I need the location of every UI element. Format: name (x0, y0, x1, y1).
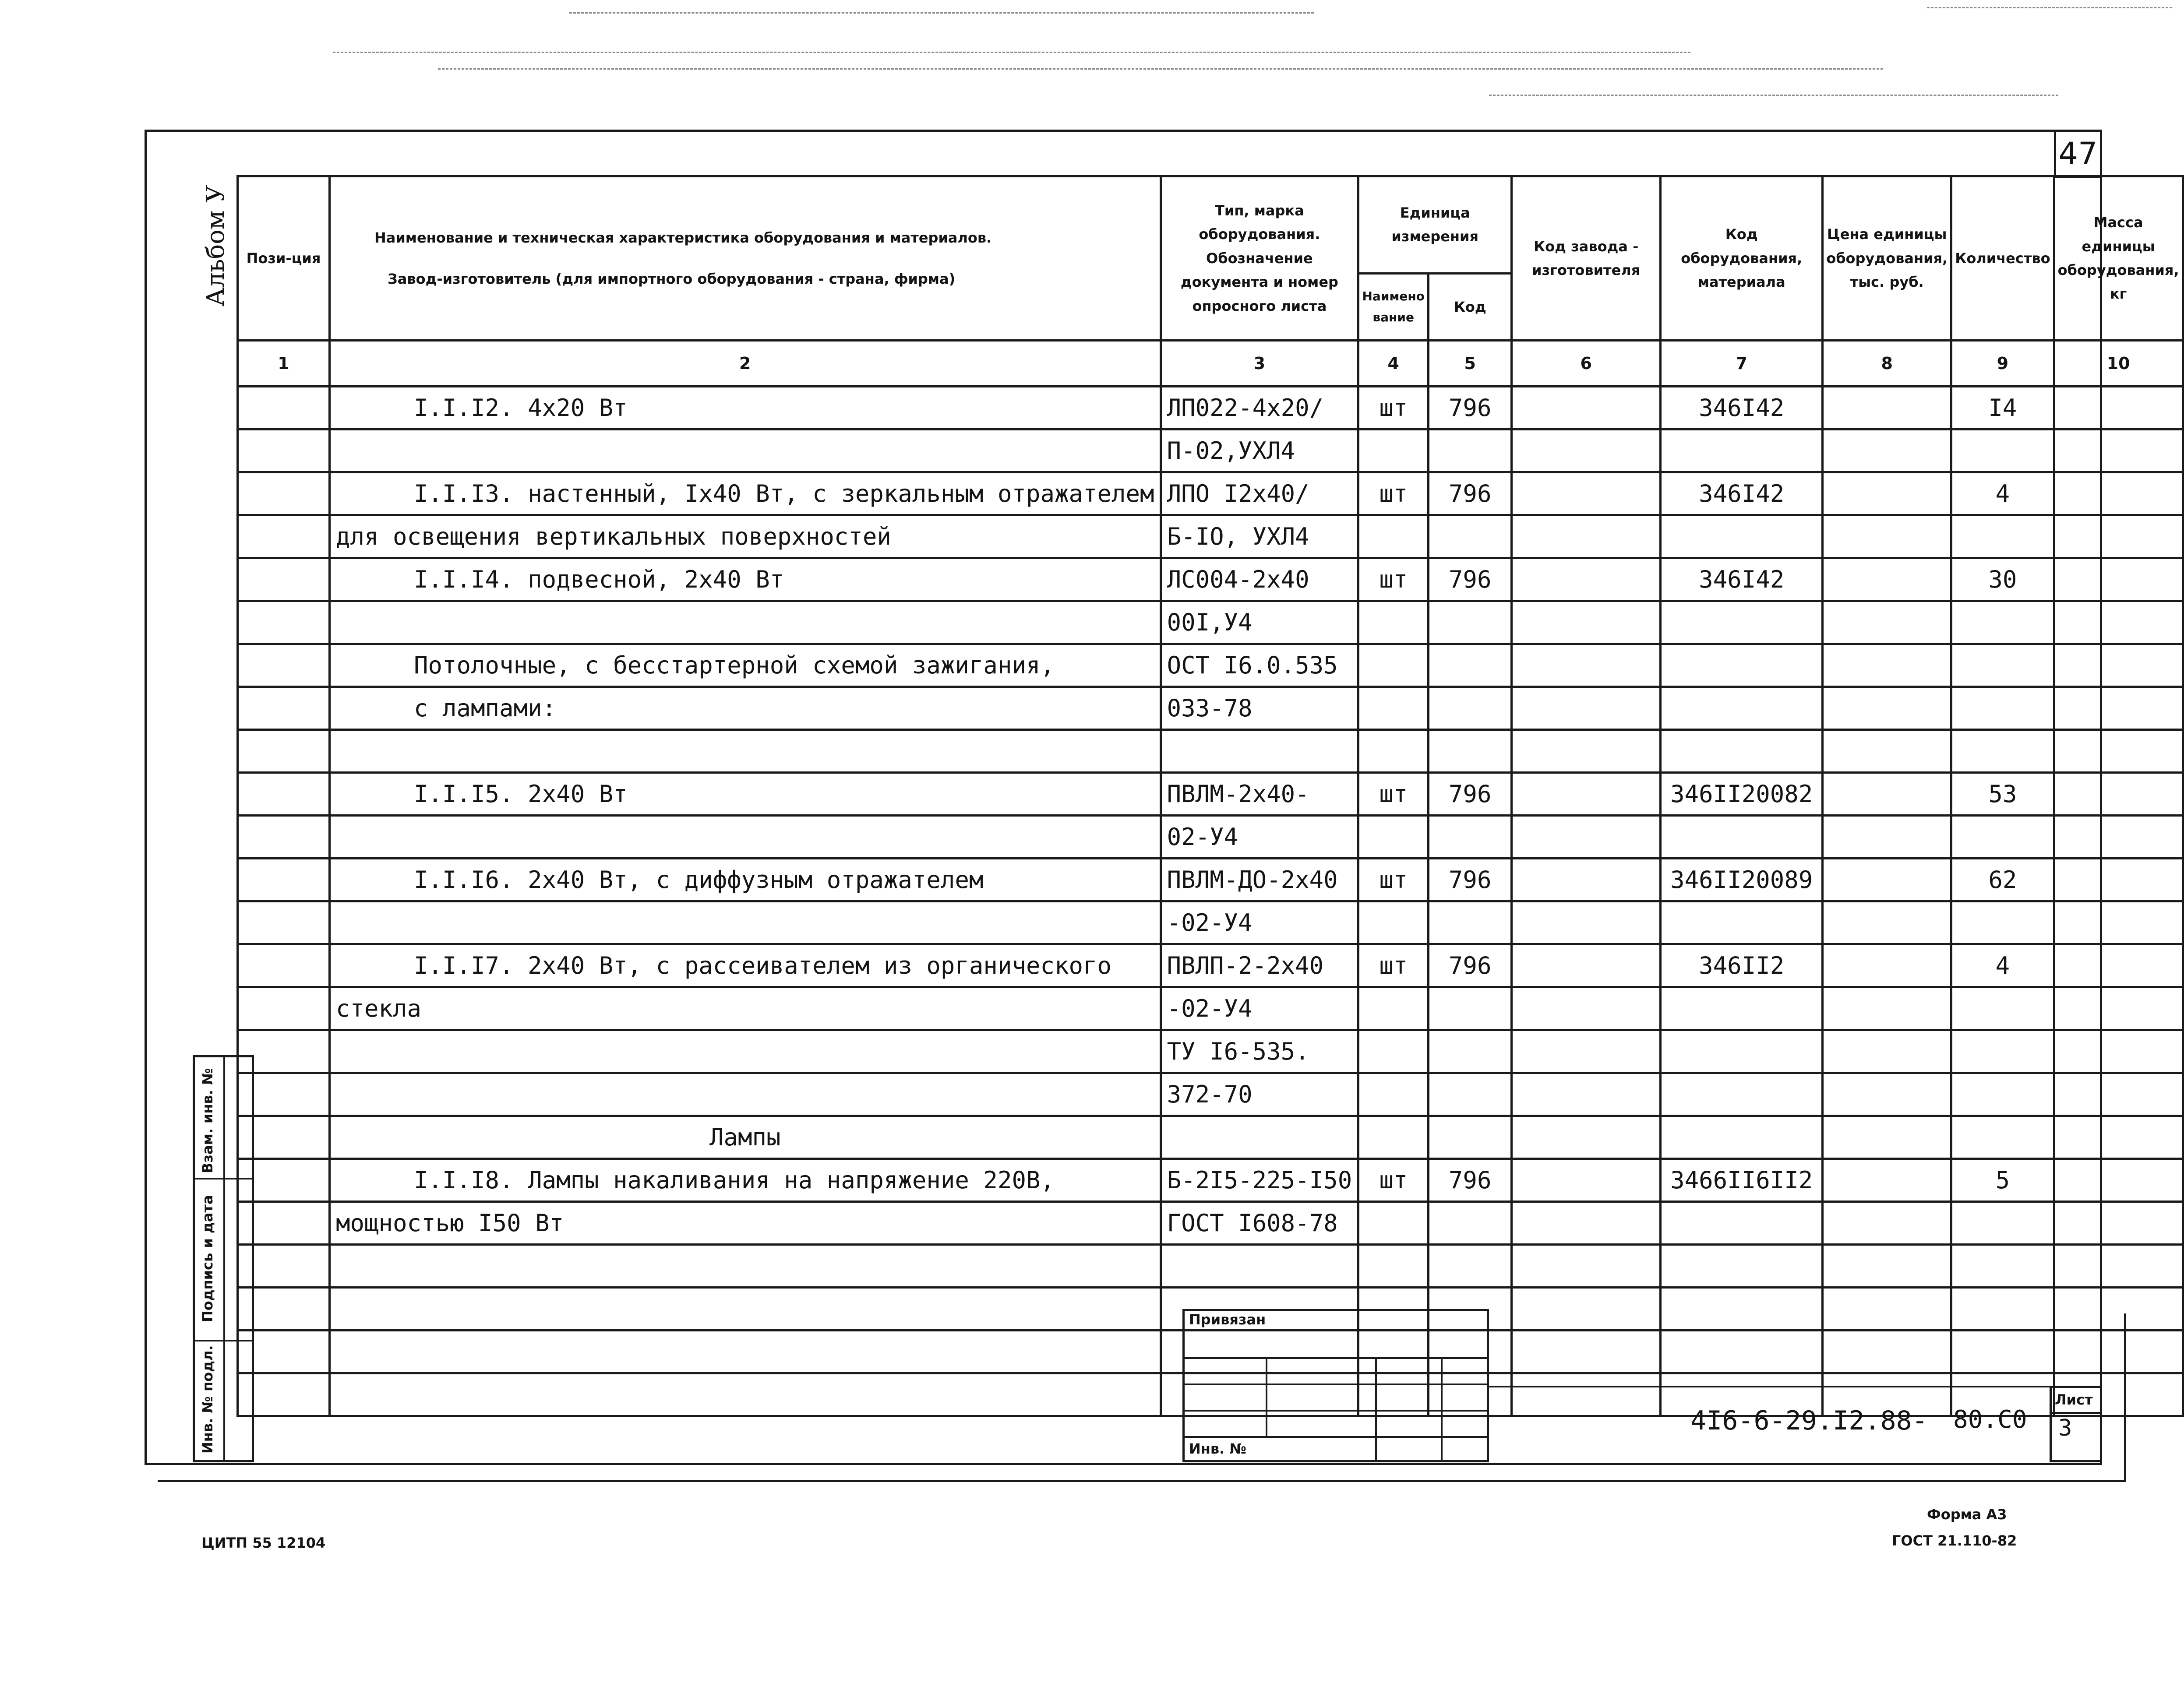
stamp-line (1182, 1410, 1489, 1412)
footer-gost: ГОСТ 21.110-82 (1892, 1532, 2017, 1549)
row-price (1823, 472, 1951, 515)
row-unit-code (1429, 901, 1512, 944)
row-quantity (1951, 1331, 2054, 1373)
row-price (1823, 730, 1951, 773)
row-mass (2054, 601, 2183, 644)
row-unit (1358, 816, 1429, 859)
table-row (238, 859, 2183, 901)
row-equipment-code (1661, 1202, 1823, 1245)
row-equipment-code (1661, 730, 1823, 773)
row-name: I.I.I7. 2х40 Вт, с рассеивателем из органического (330, 944, 1161, 987)
row-type: -02-У4 (1161, 901, 1358, 944)
row-equipment-code (1661, 644, 1823, 687)
row-unit (1358, 901, 1429, 944)
row-name: I.I.I6. 2х40 Вт, с диффузным отражателем (330, 859, 1161, 901)
table-row (238, 515, 2183, 558)
column-number: 9 (1951, 341, 2054, 387)
row-factory-code (1512, 730, 1661, 773)
row-factory-code (1512, 430, 1661, 472)
row-quantity (1951, 730, 2054, 773)
row-type (1161, 730, 1358, 773)
row-position (238, 859, 330, 901)
row-mass (2054, 859, 2183, 901)
row-price (1823, 1116, 1951, 1159)
footer-form: Форма А3 (1927, 1506, 2007, 1523)
row-factory-code (1512, 1030, 1661, 1073)
header-equipment-code: Код оборудования, материала (1661, 176, 1823, 341)
row-quantity (1951, 1073, 2054, 1116)
row-factory-code (1512, 1373, 1661, 1416)
row-price (1823, 1073, 1951, 1116)
table-row (238, 901, 2183, 944)
row-mass (2054, 1202, 2183, 1245)
row-mass (2054, 472, 2183, 515)
stamp-doc-suffix: 80.С0 (1953, 1405, 2027, 1434)
row-factory-code (1512, 515, 1661, 558)
row-factory-code (1512, 644, 1661, 687)
header-price: Цена единицы оборудования, тыс. руб. (1823, 176, 1951, 341)
row-unit-code (1429, 601, 1512, 644)
row-name: Лампы (330, 1116, 1161, 1159)
row-mass (2054, 1159, 2183, 1202)
row-name (330, 601, 1161, 644)
row-name: мощностью I50 Вт (330, 1202, 1161, 1245)
row-price (1823, 944, 1951, 987)
side-strip-divider (223, 1055, 225, 1462)
column-number: 6 (1512, 341, 1661, 387)
row-unit: шт (1358, 558, 1429, 601)
stamp-main-top (1489, 1386, 2102, 1387)
side-label-vzam: Взам. инв. № (199, 1068, 216, 1173)
table-row (238, 1030, 2183, 1073)
row-name (330, 1245, 1161, 1288)
row-equipment-code (1661, 601, 1823, 644)
row-unit (1358, 430, 1429, 472)
row-name (330, 1373, 1161, 1416)
row-mass (2054, 1288, 2183, 1331)
row-unit-code: 796 (1429, 859, 1512, 901)
row-position (238, 387, 330, 430)
row-equipment-code: 346II20082 (1661, 773, 1823, 816)
stamp-doc-code: 4I6-6-29.I2.88- (1690, 1405, 1928, 1436)
row-name (330, 1073, 1161, 1116)
row-type: ПВЛП-2-2х40 (1161, 944, 1358, 987)
header-position: Пози-ция (238, 176, 330, 341)
row-price (1823, 601, 1951, 644)
row-position (238, 687, 330, 730)
header-mass: Масса единицы оборудования, кг (2054, 176, 2183, 341)
row-unit (1358, 1202, 1429, 1245)
row-quantity (1951, 1116, 2054, 1159)
row-unit (1358, 987, 1429, 1030)
header-unit-code: Код (1429, 273, 1512, 340)
row-quantity: 5 (1951, 1159, 2054, 1202)
row-unit (1358, 644, 1429, 687)
row-price (1823, 1159, 1951, 1202)
row-equipment-code: 346I42 (1661, 472, 1823, 515)
row-unit: шт (1358, 773, 1429, 816)
row-equipment-code (1661, 515, 1823, 558)
row-type: ЛПО I2х40/ (1161, 472, 1358, 515)
row-factory-code (1512, 472, 1661, 515)
stamp-line (1441, 1357, 1443, 1462)
row-unit (1358, 687, 1429, 730)
column-number: 1 (238, 341, 330, 387)
row-type: ТУ I6-535. (1161, 1030, 1358, 1073)
row-price (1823, 1030, 1951, 1073)
row-price (1823, 901, 1951, 944)
footer-left: ЦИТП 55 12104 (201, 1535, 326, 1551)
row-quantity (1951, 1030, 2054, 1073)
row-type: Б-IO, УХЛ4 (1161, 515, 1358, 558)
row-unit-code (1429, 687, 1512, 730)
row-unit (1358, 1245, 1429, 1288)
row-type: 033-78 (1161, 687, 1358, 730)
row-factory-code (1512, 1202, 1661, 1245)
row-name: I.I.I5. 2х40 Вт (330, 773, 1161, 816)
row-name: стекла (330, 987, 1161, 1030)
row-unit-code: 796 (1429, 773, 1512, 816)
stamp-inv-no: Инв. № (1189, 1440, 1246, 1457)
row-quantity: 30 (1951, 558, 2054, 601)
row-type: -02-У4 (1161, 987, 1358, 1030)
column-number: 7 (1661, 341, 1823, 387)
row-mass (2054, 730, 2183, 773)
scan-noise (438, 68, 1883, 70)
row-equipment-code (1661, 430, 1823, 472)
row-name: I.I.I8. Лампы накаливания на напряжение 220В, (330, 1159, 1161, 1202)
header-name (330, 176, 1161, 341)
row-price (1823, 687, 1951, 730)
row-unit-code (1429, 644, 1512, 687)
table-row (238, 987, 2183, 1030)
row-type: П-02,УХЛ4 (1161, 430, 1358, 472)
album-label: Альбом У (201, 185, 230, 306)
row-unit-code (1429, 1116, 1512, 1159)
row-equipment-code (1661, 1073, 1823, 1116)
row-mass (2054, 987, 2183, 1030)
row-price (1823, 1288, 1951, 1331)
stamp-line (1182, 1384, 1489, 1385)
row-quantity (1951, 430, 2054, 472)
row-factory-code (1512, 1116, 1661, 1159)
header-type: Тип, марка оборудования. Обозначение документа и номер опросного листа (1161, 176, 1358, 341)
column-number: 10 (2054, 341, 2183, 387)
row-equipment-code: 346I42 (1661, 558, 1823, 601)
row-position (238, 601, 330, 644)
row-mass (2054, 1116, 2183, 1159)
row-quantity (1951, 901, 2054, 944)
row-position (238, 730, 330, 773)
row-equipment-code: 346I42 (1661, 387, 1823, 430)
header-name-line2: Завод-изготовитель (для импортного оборудования - страна, фирма) (388, 271, 956, 287)
row-type: Б-2I5-225-I50 (1161, 1159, 1358, 1202)
table-row (238, 644, 2183, 687)
row-unit (1358, 1073, 1429, 1116)
row-unit: шт (1358, 472, 1429, 515)
row-mass (2054, 1331, 2183, 1373)
stamp-list-number: 3 (2058, 1415, 2072, 1441)
row-unit-code (1429, 730, 1512, 773)
row-mass (2054, 387, 2183, 430)
row-unit-code (1429, 987, 1512, 1030)
header-unit: Единица измерения (1358, 176, 1512, 274)
header-quantity: Количество (1951, 176, 2054, 341)
row-position (238, 472, 330, 515)
stamp-list-label: Лист (2055, 1391, 2093, 1408)
row-mass (2054, 1073, 2183, 1116)
row-type: ЛС004-2х40 (1161, 558, 1358, 601)
row-unit (1358, 730, 1429, 773)
stamp-line (1182, 1436, 1489, 1438)
row-type: ПВЛМ-2х40- (1161, 773, 1358, 816)
header-name-line1: Наименование и техническая характеристика оборудования и материалов. (374, 229, 992, 246)
stamp-line (1266, 1357, 1267, 1436)
row-price (1823, 387, 1951, 430)
row-quantity (1951, 987, 2054, 1030)
column-number: 5 (1429, 341, 1512, 387)
row-factory-code (1512, 1073, 1661, 1116)
row-mass (2054, 1030, 2183, 1073)
row-type: 02-У4 (1161, 816, 1358, 859)
column-number: 8 (1823, 341, 1951, 387)
row-name: для освещения вертикальных поверхностей (330, 515, 1161, 558)
table-row (238, 730, 2183, 773)
stamp-list-divider (2050, 1412, 2102, 1414)
table-row (238, 1159, 2183, 1202)
row-quantity: 4 (1951, 944, 2054, 987)
row-unit-code: 796 (1429, 472, 1512, 515)
row-unit: шт (1358, 387, 1429, 430)
row-name (330, 1331, 1161, 1373)
row-unit: шт (1358, 944, 1429, 987)
row-factory-code (1512, 558, 1661, 601)
table-row (238, 944, 2183, 987)
row-type: ПВЛМ-ДО-2х40 (1161, 859, 1358, 901)
row-price (1823, 987, 1951, 1030)
row-name (330, 816, 1161, 859)
row-mass (2054, 687, 2183, 730)
specification-body (238, 387, 2183, 1416)
row-factory-code (1512, 859, 1661, 901)
row-quantity (1951, 1202, 2054, 1245)
row-price (1823, 1245, 1951, 1288)
row-unit-code (1429, 1202, 1512, 1245)
row-unit-code (1429, 515, 1512, 558)
row-equipment-code: 346II20089 (1661, 859, 1823, 901)
side-label-podpis: Подпись и дата (199, 1195, 216, 1322)
row-name: I.I.I3. настенный, Iх40 Вт, с зеркальным отражателем (330, 472, 1161, 515)
column-numbers-row (238, 341, 2183, 387)
row-name (330, 901, 1161, 944)
row-factory-code (1512, 1331, 1661, 1373)
row-factory-code (1512, 1288, 1661, 1331)
row-quantity (1951, 816, 2054, 859)
row-position (238, 644, 330, 687)
row-factory-code (1512, 687, 1661, 730)
row-equipment-code (1661, 1116, 1823, 1159)
row-name: I.I.I4. подвесной, 2х40 Вт (330, 558, 1161, 601)
row-position (238, 944, 330, 987)
table-row (238, 430, 2183, 472)
row-unit: шт (1358, 859, 1429, 901)
row-factory-code (1512, 1245, 1661, 1288)
row-mass (2054, 816, 2183, 859)
stamp-line (1182, 1357, 1489, 1359)
row-equipment-code (1661, 816, 1823, 859)
table-row (238, 387, 2183, 430)
row-quantity: 53 (1951, 773, 2054, 816)
row-name: I.I.I2. 4x20 Вт (330, 387, 1161, 430)
row-type: ОСТ I6.0.535 (1161, 644, 1358, 687)
row-unit (1358, 601, 1429, 644)
row-unit (1358, 515, 1429, 558)
row-unit-code: 796 (1429, 387, 1512, 430)
row-equipment-code: 346II2 (1661, 944, 1823, 987)
side-label-inv-podl: Инв. № подл. (199, 1345, 216, 1454)
row-price (1823, 515, 1951, 558)
row-mass (2054, 515, 2183, 558)
row-quantity (1951, 687, 2054, 730)
row-factory-code (1512, 901, 1661, 944)
row-quantity (1951, 1288, 2054, 1331)
row-type: ЛП022-4х20/ (1161, 387, 1358, 430)
row-unit: шт (1358, 1159, 1429, 1202)
row-quantity: 4 (1951, 472, 2054, 515)
row-price (1823, 773, 1951, 816)
row-unit-code: 796 (1429, 558, 1512, 601)
table-row (238, 687, 2183, 730)
sheet-number: 47 (2054, 130, 2102, 178)
row-quantity: 62 (1951, 859, 2054, 901)
row-unit (1358, 1116, 1429, 1159)
row-equipment-code (1661, 901, 1823, 944)
row-unit-code (1429, 1245, 1512, 1288)
row-equipment-code (1661, 1331, 1823, 1373)
row-equipment-code (1661, 987, 1823, 1030)
stamp-privyazan-box (1182, 1309, 1489, 1462)
row-factory-code (1512, 1159, 1661, 1202)
row-position (238, 558, 330, 601)
row-type (1161, 1116, 1358, 1159)
row-mass (2054, 558, 2183, 601)
row-price (1823, 1331, 1951, 1373)
row-unit-code (1429, 430, 1512, 472)
row-factory-code (1512, 387, 1661, 430)
row-quantity (1951, 644, 2054, 687)
row-position (238, 515, 330, 558)
header-unit-name: Наименование (1358, 273, 1429, 340)
row-price (1823, 558, 1951, 601)
table-row (238, 773, 2183, 816)
row-equipment-code (1661, 687, 1823, 730)
table-row (238, 1073, 2183, 1116)
column-number: 4 (1358, 341, 1429, 387)
scan-noise (569, 12, 1314, 14)
table-row (238, 1245, 2183, 1288)
row-equipment-code (1661, 1030, 1823, 1073)
row-unit-code: 796 (1429, 944, 1512, 987)
row-unit-code (1429, 1073, 1512, 1116)
row-name: Потолочные, с бесстартерной схемой зажигания, (330, 644, 1161, 687)
row-name (330, 730, 1161, 773)
row-mass (2054, 430, 2183, 472)
table-row (238, 816, 2183, 859)
row-position (238, 816, 330, 859)
header-factory-code: Код завода - изготовителя (1512, 176, 1661, 341)
row-mass (2054, 901, 2183, 944)
row-equipment-code (1661, 1245, 1823, 1288)
header-row-1 (238, 176, 2183, 274)
row-name: с лампами: (330, 687, 1161, 730)
row-position (238, 430, 330, 472)
row-unit (1358, 1030, 1429, 1073)
table-row (238, 558, 2183, 601)
row-type: 00I,У4 (1161, 601, 1358, 644)
row-unit-code (1429, 1030, 1512, 1073)
row-name (330, 1288, 1161, 1331)
row-factory-code (1512, 987, 1661, 1030)
row-factory-code (1512, 944, 1661, 987)
row-mass (2054, 1245, 2183, 1288)
column-number: 2 (330, 341, 1161, 387)
row-mass (2054, 773, 2183, 816)
row-factory-code (1512, 601, 1661, 644)
row-name (330, 1030, 1161, 1073)
table-row (238, 601, 2183, 644)
row-quantity (1951, 1245, 2054, 1288)
scan-noise (333, 52, 1690, 53)
scan-noise (1489, 95, 2058, 96)
table-row (238, 1202, 2183, 1245)
row-position (238, 901, 330, 944)
row-position (238, 987, 330, 1030)
row-type: ГОСТ I608-78 (1161, 1202, 1358, 1245)
row-mass (2054, 644, 2183, 687)
row-equipment-code (1661, 1288, 1823, 1331)
row-quantity (1951, 515, 2054, 558)
row-factory-code (1512, 816, 1661, 859)
column-number: 3 (1161, 341, 1358, 387)
row-factory-code (1512, 773, 1661, 816)
specification-table (236, 175, 2184, 1417)
row-unit-code: 796 (1429, 1159, 1512, 1202)
row-name (330, 430, 1161, 472)
table-row (238, 1116, 2183, 1159)
row-position (238, 773, 330, 816)
row-mass (2054, 944, 2183, 987)
row-quantity: I4 (1951, 387, 2054, 430)
scan-noise (1927, 7, 2172, 8)
row-quantity (1951, 601, 2054, 644)
row-price (1823, 430, 1951, 472)
row-price (1823, 644, 1951, 687)
row-equipment-code: 3466II6II2 (1661, 1159, 1823, 1202)
row-type: 372-70 (1161, 1073, 1358, 1116)
row-type (1161, 1245, 1358, 1288)
outer-sheet-border (158, 1480, 2124, 1482)
row-price (1823, 816, 1951, 859)
row-unit-code (1429, 816, 1512, 859)
stamp-line (1375, 1357, 1377, 1462)
row-price (1823, 1202, 1951, 1245)
row-price (1823, 859, 1951, 901)
table-row (238, 472, 2183, 515)
stamp-privyazan: Привязан (1189, 1311, 1266, 1328)
